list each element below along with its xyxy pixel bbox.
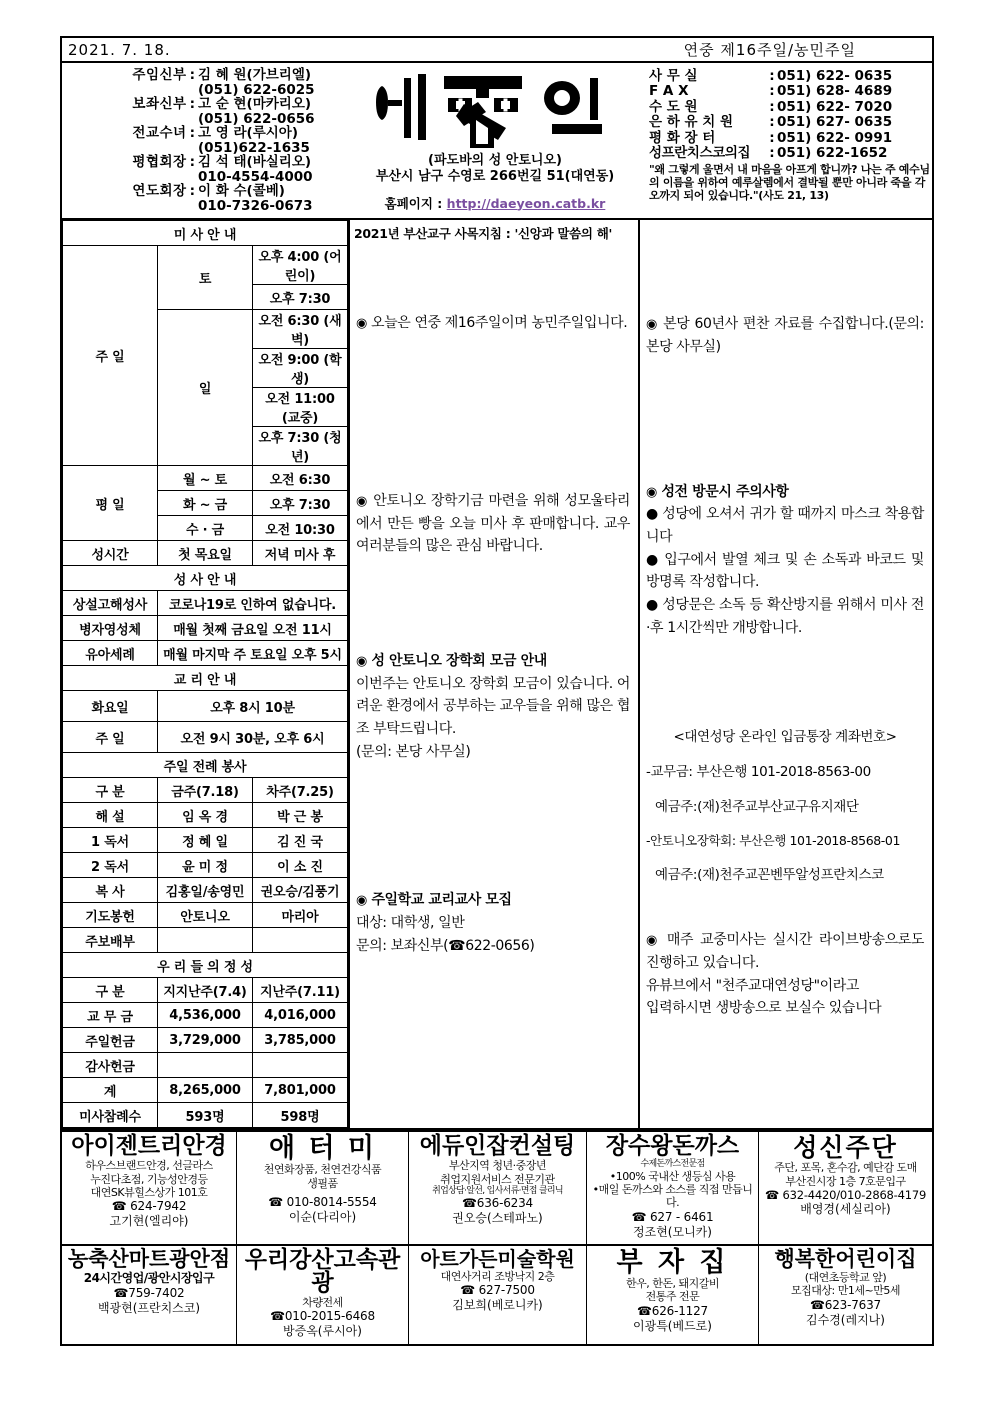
contact-row: 성프란치스코의집 : 051) 622-1652: [649, 144, 888, 161]
staff-phone: (051) 622-0656: [198, 110, 315, 127]
ad-card[interactable]: [62, 1132, 237, 1244]
weekday-label: 평 일: [63, 466, 158, 541]
staff-directory: [62, 63, 350, 218]
saturday-label: 토: [158, 246, 253, 310]
offering-prev1: 4,016,000: [253, 1003, 348, 1028]
filled-circle-bullet-icon: ◉: [646, 484, 657, 500]
staff-name: 이 화 수(콜베): [198, 183, 285, 200]
contact-value: 051) 627- 0635: [777, 114, 893, 131]
notice-title: 성 안토니오 장학회 모금 안내: [371, 653, 547, 669]
ad-line: 주단, 포목, 혼수감, 예단감 도매: [774, 1161, 917, 1175]
ad-card[interactable]: [587, 1132, 759, 1244]
offering-header: 지난주(7.11): [253, 978, 348, 1003]
ad-contact-person: 권오승(스테파노): [452, 1211, 543, 1226]
filled-circle-bullet-icon: ◉: [646, 933, 660, 949]
offering-label: 교 무 금: [63, 1003, 158, 1028]
staff-role: 연도회장: [132, 183, 187, 200]
weekday-time: 오후 7:30: [253, 491, 348, 516]
ad-title: 우리강산고속관광: [244, 1247, 401, 1297]
bulletin-body: [62, 220, 932, 1130]
ad-title: 농축산마트광안점: [67, 1247, 231, 1272]
contact-row: 수 도 원 : 051) 622- 7020: [649, 98, 893, 115]
ad-card[interactable]: [759, 1132, 932, 1244]
ad-line: 차량전세: [302, 1296, 343, 1310]
ad-title: 장수왕돈까스: [605, 1133, 740, 1160]
notice-history-compilation: [640, 313, 932, 358]
staff-entry: 보좌신부 : 고 순 현(마카리오) (051) 622-0656: [62, 98, 346, 126]
offering-label: 감사헌금: [63, 1053, 158, 1078]
mass-time: 오후 4:00 (어린이): [253, 246, 348, 285]
table-row: [63, 803, 348, 828]
table-row: [63, 1053, 348, 1078]
ad-contact-person: 이순(다리아): [288, 1209, 357, 1224]
offering-prev1: [253, 1053, 348, 1078]
ad-card[interactable]: [237, 1132, 409, 1244]
contact-row: 평 화 장 터 : 051) 622- 0991: [649, 129, 893, 146]
catechism-value: 오전 9시 30분, 오후 6시: [158, 722, 348, 753]
ad-phone: ☎ 624-7942: [111, 1198, 187, 1213]
homepage-link[interactable]: http://daeyeon.catb.kr: [446, 195, 606, 211]
staff-role: 전교수녀: [132, 125, 187, 142]
notice-visit-precautions: [640, 481, 932, 640]
catechism-label: 화요일: [63, 691, 158, 722]
catechism-section-title: 교 리 안 내: [63, 666, 348, 691]
liturgy-header: 차주(7.25): [253, 778, 348, 803]
weekday-days: 화 ~ 금: [158, 491, 253, 516]
diocese-motto: 2021년 부산교구 사목지침 : '신앙과 말씀의 해': [354, 226, 613, 242]
weekday-time: 오전 10:30: [253, 516, 348, 541]
notice-body: 이번주는 안토니오 장학회 모금이 있습니다. 어려운 환경에서 공부하는 교우들을 위해 많은 협조 부탁드립니다.: [356, 675, 630, 738]
contact-label: 성프란치스코의집: [649, 144, 751, 161]
ad-phone: ☎010-2015-6468: [270, 1309, 375, 1324]
daeyeon-calligraphy-logo: [366, 68, 624, 152]
contact-label: 수 도 원: [649, 98, 698, 115]
liturgy-next-week: 마리아: [253, 903, 348, 928]
staff-phone: 010-4554-4000: [198, 169, 313, 186]
precaution-item: 성당에 오셔서 귀가 할 때까지 마스크 착용합니다: [646, 506, 924, 545]
ad-line: 누진다초점, 기능성안경등: [90, 1172, 208, 1186]
account-line: 예금주:(재)천주교꼰벤뚜알성프란치스코: [655, 866, 884, 883]
ad-line: 부산지역 청년·중장년: [448, 1159, 547, 1173]
mass-time: 오후 7:30: [253, 285, 348, 310]
ad-phone: ☎759-7402: [113, 1285, 185, 1300]
masthead-topbar: [62, 38, 932, 63]
ad-phone: ☎636-6234: [462, 1196, 533, 1211]
ad-title: 아이젠트리안경: [71, 1133, 227, 1160]
notice-teacher-recruit: [350, 889, 638, 957]
staff-name: 고 순 현(마카리오): [198, 96, 312, 113]
offering-prev1: 598명: [253, 1103, 348, 1128]
staff-role: 평협회장: [132, 154, 187, 171]
ad-phone: ☎ 632-4420/010-2868-4179: [764, 1187, 927, 1202]
contact-row: F A X : 051) 628- 4689: [649, 83, 893, 100]
ad-line: 대연SK뷰힐스상가 101호: [90, 1185, 208, 1199]
staff-entry: 전교수녀 : 고 영 라(루시아) (051)622-1635: [62, 127, 346, 155]
ad-contact-person: 배영경(세실리아): [800, 1202, 891, 1217]
offering-prev1: 3,785,000: [253, 1028, 348, 1053]
ad-contact-person: 이광특(베드로): [633, 1318, 712, 1333]
sacrament-label: 유아세례: [63, 641, 158, 666]
ad-card[interactable]: [759, 1246, 932, 1344]
contact-label: 사 무 실: [649, 68, 698, 84]
notice-text: 매주 교중미사는 실시간 라이브방송으로도 진행하고 있습니다.: [646, 932, 924, 972]
offering-prev2: 4,536,000: [158, 1003, 253, 1028]
ad-phone: ☎623-7637: [810, 1297, 881, 1312]
liturgy-role: 2 독서: [63, 853, 158, 878]
mass-section-title: 미 사 안 내: [63, 221, 348, 246]
notice-title: 주일학교 교리교사 모집: [371, 892, 512, 909]
ad-phone: ☎ 010-8014-5554: [268, 1194, 377, 1209]
ad-line: •매일 돈까스와 소스를 직접 만듭니다.: [592, 1183, 753, 1210]
staff-name: 김 혜 원(가브리엘): [198, 67, 312, 83]
liturgical-season: 연중 제16주일/농민주일: [683, 41, 856, 59]
contact-value: 051) 628- 4689: [777, 83, 893, 100]
staff-name: 고 영 라(루시아): [198, 125, 298, 142]
offering-label: 계: [63, 1078, 158, 1103]
ad-contact-person: 고기현(엘리야): [109, 1213, 189, 1228]
table-row: [63, 1028, 348, 1053]
sunday-day-label: 일: [158, 310, 253, 466]
staff-phone: 010-7326-0673: [198, 198, 313, 215]
ad-contact-person: 김수경(레지나): [806, 1312, 885, 1327]
contact-value: 051) 622- 7020: [777, 98, 893, 115]
contact-label: F A X: [649, 83, 689, 100]
notice-text: 오늘은 연중 제16주일이며 농민주일입니다.: [371, 315, 628, 332]
ad-title: 부 자 집: [616, 1247, 729, 1279]
staff-name: 김 석 태(바실리오): [198, 154, 312, 171]
ad-line: 모집대상: 만1세~만5세: [791, 1284, 900, 1298]
ad-contact-person: 김보희(베로니카): [452, 1298, 543, 1313]
holy-hour-days: 첫 목요일: [158, 541, 253, 566]
ad-line: 부산진시장 1층 7호문입구: [785, 1174, 906, 1188]
account-line: -안토니오장학회: 부산은행 101-2018-8568-01: [646, 833, 901, 849]
offering-section-title: 우 리 들 의 정 성: [63, 953, 348, 978]
mass-time: 오후 7:30 (청년): [253, 427, 348, 466]
schedule-column: [62, 220, 350, 1128]
notices-column-middle: [350, 220, 640, 1128]
sacrament-value: 코로나19로 인하여 없습니다.: [158, 591, 348, 616]
liturgy-next-week: 권오승/김풍기: [253, 878, 348, 903]
offering-header: 구 분: [63, 978, 158, 1003]
offering-label: 주일헌금: [63, 1028, 158, 1053]
parish-address: 부산시 남구 수영로 266번길 51(대연동): [375, 169, 615, 185]
notice-target: 대상: 대학생, 일반: [356, 915, 465, 932]
liturgy-role: 1 독서: [63, 828, 158, 853]
liturgy-this-week: 김홍일/송영민: [158, 878, 253, 903]
filled-circle-bullet-icon: ◉: [646, 317, 659, 333]
ad-line: 하우스브랜드안경, 선글라스: [85, 1159, 213, 1173]
liturgy-header: 구 분: [63, 778, 158, 803]
sacrament-value: 매월 첫째 금요일 오전 11시: [158, 616, 348, 641]
holy-hour-label: 성시간: [63, 541, 158, 566]
ad-card[interactable]: [237, 1246, 409, 1344]
ad-line: 생필품: [307, 1176, 338, 1190]
bank-accounts: [640, 727, 932, 886]
staff-entry: 평협회장 : 김 석 태(바실리오) 010-4554-4000: [62, 156, 346, 184]
liturgy-next-week: 박 근 봉: [253, 803, 348, 828]
contact-row: 은 하 유 치 원 : 051) 627- 0635: [649, 114, 893, 131]
parish-contacts: [640, 63, 932, 218]
ad-title: 행복한어린이집: [774, 1247, 917, 1272]
ad-line: 전통주 전문: [645, 1290, 700, 1304]
filled-circle-bullet-icon: ◉: [356, 493, 369, 509]
account-line: 예금주:(재)천주교부산교구유지재단: [655, 798, 859, 815]
liturgy-next-week: 김 진 국: [253, 828, 348, 853]
ad-phone: ☎626-1127: [637, 1303, 708, 1318]
notice-inquiry: 문의: 보좌신부(☎622-0656): [356, 937, 535, 954]
filled-circle-bullet-icon: ◉: [356, 654, 367, 669]
ad-row-1: [62, 1132, 932, 1246]
contact-value: 051) 622- 0635: [777, 68, 893, 84]
mass-schedule-table: [62, 220, 348, 1128]
notice-live-broadcast: [640, 929, 932, 1020]
notice-contact: (문의: 본당 사무실): [356, 743, 471, 760]
mass-time: 오전 9:00 (학생): [253, 349, 348, 388]
offering-prev2: 8,265,000: [158, 1078, 253, 1103]
bulletin-sheet: [60, 36, 934, 1346]
ad-line: 천연화장품, 천연건강식품: [263, 1163, 382, 1177]
staff-phone: (051) 622-6025: [198, 81, 315, 98]
offering-header: 지지난주(7.4): [158, 978, 253, 1003]
staff-entry: 주임신부 : 김 혜 원(가브리엘) (051) 622-6025: [62, 69, 346, 97]
notices-column-right: [640, 220, 932, 1128]
small-dot-bullet-icon: ●: [646, 506, 659, 523]
filled-circle-bullet-icon: ◉: [356, 316, 367, 332]
homepage-label: 홈페이지 :: [384, 195, 443, 211]
ad-title: 에듀인잡컨설팅: [419, 1133, 576, 1160]
liturgy-this-week: [158, 928, 253, 953]
holy-hour-time: 저녁 미사 후: [253, 541, 348, 566]
contact-row: 사 무 실 : 051) 622- 0635: [649, 68, 893, 84]
staff-role: 주임신부: [132, 67, 187, 83]
contact-value: 051) 622- 0991: [777, 129, 893, 146]
offering-label: 미사참례수: [63, 1103, 158, 1128]
ad-subline: 취업상담·알선, 입사서류·면접 클리닉: [432, 1185, 563, 1196]
filled-circle-bullet-icon: ◉: [356, 893, 367, 909]
table-row: [63, 878, 348, 903]
table-row: [63, 1003, 348, 1028]
ad-card[interactable]: [409, 1132, 587, 1244]
weekday-days: 월 ~ 토: [158, 466, 253, 491]
mass-time: 오전 6:30 (새벽): [253, 310, 348, 349]
contact-label: 평 화 장 터: [649, 129, 716, 146]
offering-prev2: 3,729,000: [158, 1028, 253, 1053]
parish-logo: [352, 67, 638, 153]
table-row: [63, 853, 348, 878]
ad-line: 24시간영업/광안시장입구: [83, 1271, 215, 1286]
sacrament-section-title: 성 사 안 내: [63, 566, 348, 591]
parish-identity: [350, 63, 640, 218]
liturgy-section-title: 주일 전례 봉사: [63, 753, 348, 778]
liturgy-this-week: 안토니오: [158, 903, 253, 928]
ad-phone: ☎ 627 - 6461: [631, 1209, 714, 1224]
ad-card[interactable]: [62, 1246, 237, 1344]
ad-title: 애 터 미: [268, 1133, 377, 1165]
table-row: [63, 1103, 348, 1128]
ad-title: 성신주단: [793, 1133, 898, 1163]
liturgy-this-week: 정 혜 일: [158, 828, 253, 853]
bulletin-date: 2021. 7. 18.: [68, 40, 171, 59]
offering-prev1: 7,801,000: [253, 1078, 348, 1103]
ad-line: 대연사거리 조방낙지 2층: [440, 1270, 555, 1284]
account-line: -교무금: 부산은행 101-2018-8563-00: [646, 763, 871, 780]
ad-contact-person: 방증옥(루시아): [283, 1324, 362, 1339]
weekday-days: 수 · 금: [158, 516, 253, 541]
contact-label: 은 하 유 치 원: [649, 114, 734, 131]
liturgy-role: 기도봉헌: [63, 903, 158, 928]
notice-today: [350, 312, 638, 335]
ad-contact-person: 정조현(모니카): [633, 1224, 712, 1239]
ad-line: •100% 국내산 생등심 사용: [609, 1170, 736, 1184]
notice-scholarship: [350, 650, 638, 763]
liturgy-next-week: [253, 928, 348, 953]
parish-homepage: [352, 194, 638, 212]
notice-line2: 유뷰브에서 "천주교대연성당"이라고: [646, 977, 859, 994]
ad-title: 아트가든미술학원: [420, 1247, 575, 1272]
notice-text: 본당 60년사 편찬 자료를 수집합니다.(문의: 본당 사무실): [646, 316, 924, 355]
ad-card[interactable]: [587, 1246, 759, 1344]
table-row: [63, 828, 348, 853]
ad-contact-person: 백광현(프란치스코): [97, 1300, 201, 1315]
staff-phone: (051)622-1635: [198, 140, 310, 157]
ad-line: 취업지원서비스 전문기관: [440, 1172, 555, 1186]
small-dot-bullet-icon: ●: [646, 551, 659, 568]
notice-bread-sale: [350, 490, 638, 558]
sacrament-value: 매월 마지막 주 토요일 오후 5시: [158, 641, 348, 666]
precaution-item: 성당문은 소독 등 확산방지를 위해서 미사 전·후 1시간씩만 개방합니다.: [646, 597, 924, 636]
sacrament-label: 상설고해성사: [63, 591, 158, 616]
ad-line: (대연초등학교 앞): [804, 1271, 887, 1285]
catechism-value: 오후 8시 10분: [158, 691, 348, 722]
ad-line: 한우, 한돈, 돼지갈비: [626, 1277, 719, 1291]
notice-title: 성전 방문시 주의사항: [661, 483, 789, 500]
small-dot-bullet-icon: ●: [646, 597, 659, 614]
scripture-verse: "왜 그렇게 울면서 내 마음을 아프게 합니까? 나는 주 예수님의 이름을 위하여 예루살렘에서 결박될 뿐만 아니라 죽을 각오까지 되어 있습니다."(사도 21, 13): [649, 163, 930, 202]
ad-card[interactable]: [409, 1246, 587, 1344]
table-row: [63, 928, 348, 953]
staff-role: 보좌신부: [132, 96, 187, 113]
liturgy-this-week: 임 옥 경: [158, 803, 253, 828]
ad-subline: 수제돈까스전문점: [640, 1159, 705, 1170]
weekday-time: 오전 6:30: [253, 466, 348, 491]
masthead: [62, 63, 932, 220]
liturgy-role: 주보배부: [63, 928, 158, 953]
advertisements: [62, 1130, 932, 1344]
table-row: [63, 1078, 348, 1103]
liturgy-this-week: 윤 미 정: [158, 853, 253, 878]
ad-phone: ☎ 627-7500: [460, 1283, 535, 1298]
sunday-label: 주 일: [63, 246, 158, 466]
liturgy-role: 복 사: [63, 878, 158, 903]
table-row: [63, 903, 348, 928]
staff-entry: 연도회장 : 이 화 수(콜베) 010-7326-0673: [62, 185, 346, 213]
parish-patron: (파도바의 성 안토니오): [428, 153, 562, 168]
notice-text: 안토니오 장학기금 마련을 위해 성모울타리에서 만든 빵을 오늘 미사 후 판매합니다. 교우 여러분들의 많은 관심 바랍니다.: [356, 492, 630, 555]
liturgy-role: 해 설: [63, 803, 158, 828]
accounts-title: <대연성당 온라인 입금통장 계좌번호>: [673, 728, 897, 745]
mass-time: 오전 11:00 (교중): [253, 388, 348, 427]
notice-line3: 입력하시면 생방송으로 보실수 있습니다: [646, 1000, 882, 1017]
offering-prev2: [158, 1053, 253, 1078]
liturgy-next-week: 이 소 진: [253, 853, 348, 878]
sacrament-label: 병자영성체: [63, 616, 158, 641]
catechism-label: 주 일: [63, 722, 158, 753]
ad-row-2: [62, 1246, 932, 1344]
precaution-item: 입구에서 발열 체크 및 손 소독과 바코드 및 방명록 작성합니다.: [646, 551, 924, 591]
liturgy-header: 금주(7.18): [158, 778, 253, 803]
offering-prev2: 593명: [158, 1103, 253, 1128]
contact-value: 051) 622-1652: [777, 144, 888, 161]
